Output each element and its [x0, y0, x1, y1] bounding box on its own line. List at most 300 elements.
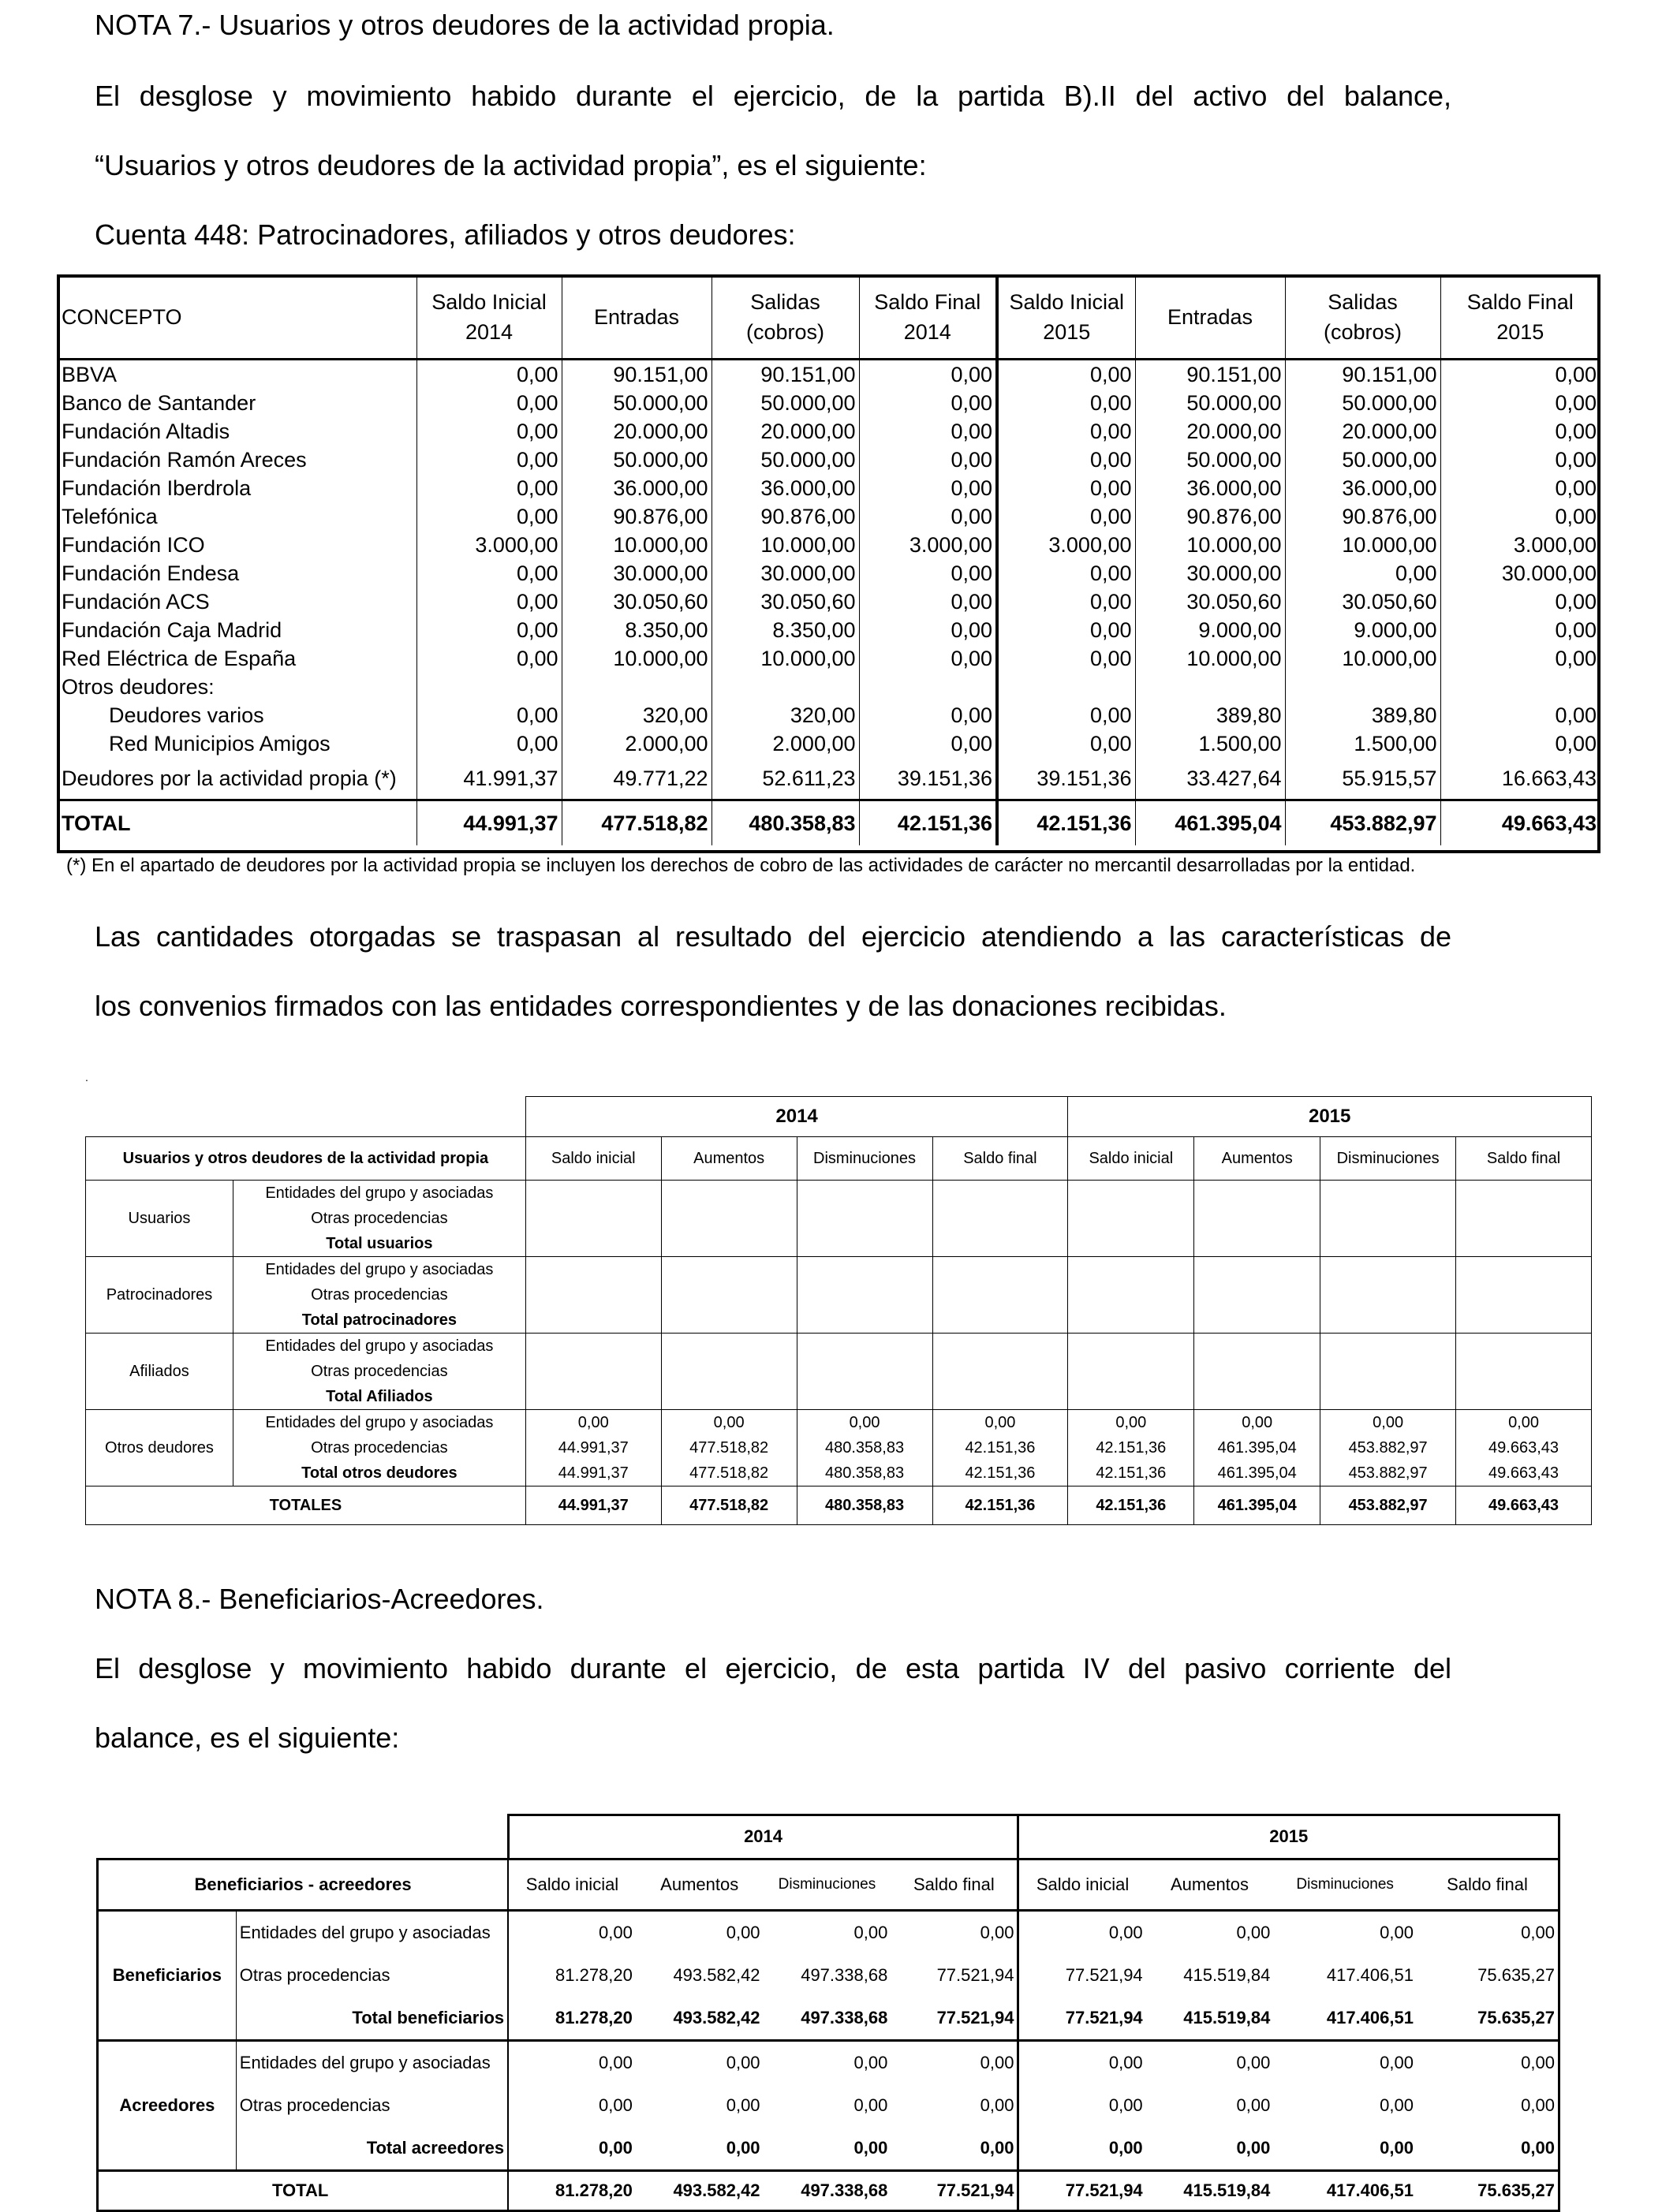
value-cell: 90.876,00: [1135, 502, 1285, 531]
header-saldo-inicial-2014: Saldo Inicial 2014: [416, 276, 562, 360]
value-cell: 0,00: [416, 474, 562, 502]
value-cell: 0,00: [1236, 2052, 1271, 2072]
value-cell: 0,00: [1440, 360, 1600, 390]
value-cell: 90.151,00: [1285, 360, 1440, 390]
empty-cell: [525, 1181, 661, 1207]
value-cell: 3.000,00: [1440, 531, 1600, 559]
header-salidas-2015: Salidas (cobros): [1285, 276, 1440, 360]
concepto-cell: Red Municipios Amigos: [109, 732, 331, 755]
table3-col: Aumentos: [1146, 1859, 1274, 1910]
table3-col: Disminuciones: [764, 1859, 891, 1910]
value-cell: 30.000,00: [1135, 559, 1285, 588]
empty-cell: [797, 1307, 932, 1334]
empty-cell: [1068, 1181, 1194, 1207]
empty-cell: [661, 1257, 797, 1283]
value-cell: 0,00: [1440, 729, 1600, 758]
value-cell: 50.000,00: [1285, 446, 1440, 474]
empty-cell: [1320, 1206, 1456, 1231]
value-cell: 50.000,00: [712, 389, 859, 417]
value-cell: 49.663,43: [1456, 1460, 1592, 1486]
table-row: [86, 1435, 1592, 1460]
value-cell: 90.151,00: [562, 360, 712, 390]
table3-col: Saldo final: [1417, 1859, 1559, 1910]
value-cell: 480.358,83: [797, 1435, 932, 1460]
value-cell: 50.000,00: [1135, 446, 1285, 474]
value-cell: 0,00: [726, 2052, 760, 2072]
value-cell: 9.000,00: [1135, 616, 1285, 644]
table-row: [86, 1486, 1592, 1525]
value-cell: 81.278,20: [508, 1997, 636, 2041]
value-cell: 1.500,00: [1285, 729, 1440, 758]
empty-cell: [997, 673, 1135, 701]
table-row: [86, 1334, 1592, 1360]
value-cell: 8.350,00: [712, 616, 859, 644]
group-total-label: Total Afiliados: [233, 1384, 525, 1410]
value-cell: 0,00: [416, 701, 562, 729]
table-row: [86, 1359, 1592, 1384]
table-row: [58, 701, 1600, 729]
value-cell: 0,00: [997, 417, 1135, 446]
value-cell: 30.000,00: [1440, 559, 1600, 588]
value-cell: 453.882,97: [1320, 1435, 1456, 1460]
empty-cell: [525, 1231, 661, 1257]
group-name: Patrocinadores: [86, 1257, 233, 1334]
cuenta-448-table: [58, 276, 1600, 845]
value-cell: 42.151,36: [859, 800, 997, 846]
empty-cell: [797, 1334, 932, 1360]
sub-label: Entidades del grupo y asociadas: [233, 1181, 525, 1207]
value-cell: 49.663,43: [1456, 1435, 1592, 1460]
table2-col: Saldo inicial: [1068, 1137, 1194, 1181]
value-cell: 49.663,43: [1440, 800, 1600, 846]
value-cell: 477.518,82: [562, 800, 712, 846]
table-row: [58, 446, 1600, 474]
empty-cell: [932, 1359, 1068, 1384]
empty-cell: [661, 1307, 797, 1334]
value-cell: 30.050,60: [1135, 588, 1285, 616]
value-cell: 30.000,00: [712, 559, 859, 588]
value-cell: 0,00: [997, 446, 1135, 474]
empty-cell: [932, 1334, 1068, 1360]
value-cell: 75.635,27: [1417, 1997, 1559, 2041]
value-cell: 0,00: [1440, 644, 1600, 673]
value-cell: 20.000,00: [712, 417, 859, 446]
value-cell: 0,00: [416, 616, 562, 644]
sub-label: Otras procedencias: [233, 1282, 525, 1307]
value-cell: 0,00: [891, 2127, 1018, 2171]
empty-cell: [1194, 1359, 1320, 1384]
value-cell: 77.521,94: [1018, 2170, 1146, 2210]
value-cell: 77.521,94: [891, 1997, 1018, 2041]
value-cell: 2.000,00: [562, 729, 712, 758]
value-cell: 0,00: [416, 729, 562, 758]
value-cell: 44.991,37: [416, 800, 562, 846]
value-cell: 10.000,00: [1285, 644, 1440, 673]
empty-cell: [932, 1257, 1068, 1283]
table-row: [58, 559, 1600, 588]
header-salidas-2014: Salidas (cobros): [712, 276, 859, 360]
table-row: [58, 360, 1600, 390]
value-cell: 0,00: [416, 389, 562, 417]
empty-cell: [1456, 1334, 1592, 1360]
value-cell: 0,00: [1440, 701, 1600, 729]
value-cell: 30.050,60: [712, 588, 859, 616]
table3-year-2014: 2014: [508, 1815, 1018, 1859]
sub-label: Entidades del grupo y asociadas: [233, 1410, 525, 1436]
value-cell: 480.358,83: [797, 1460, 932, 1486]
value-cell: 10.000,00: [562, 644, 712, 673]
nota7-paragraph-line1: El desglose y movimiento habido durante el ejercicio, de la partida B).II del activo del balance,: [95, 80, 1451, 112]
empty-cell: [1194, 1307, 1320, 1334]
value-cell: 10.000,00: [1285, 531, 1440, 559]
value-cell: 52.611,23: [712, 758, 859, 800]
empty-cell: [1068, 1206, 1194, 1231]
sub-label: Entidades del grupo y asociadas: [233, 1257, 525, 1283]
value-cell: 0,00: [1417, 1910, 1559, 1954]
value-cell: 480.358,83: [712, 800, 859, 846]
concepto-cell: BBVA: [62, 363, 118, 386]
value-cell: 477.518,82: [661, 1435, 797, 1460]
value-cell: 477.518,82: [661, 1460, 797, 1486]
value-cell: 0,00: [726, 2094, 760, 2115]
empty-cell: [797, 1282, 932, 1307]
value-cell: 0,00: [416, 502, 562, 531]
value-cell: 20.000,00: [562, 417, 712, 446]
value-cell: 3.000,00: [997, 531, 1135, 559]
group-total-label: Total acreedores: [236, 2127, 508, 2171]
sub-label: Otras procedencias: [233, 1435, 525, 1460]
empty-cell: [1456, 1257, 1592, 1283]
concepto-cell: Fundación Iberdrola: [62, 476, 252, 500]
table2-year-2015: 2015: [1068, 1097, 1592, 1137]
empty-cell: [1320, 1257, 1456, 1283]
value-cell: 42.151,36: [932, 1486, 1068, 1525]
empty-cell: [1320, 1359, 1456, 1384]
value-cell: 81.278,20: [508, 2170, 636, 2210]
value-cell: 0,00: [636, 2127, 764, 2171]
value-cell: 20.000,00: [1285, 417, 1440, 446]
table2-header-row: [86, 1137, 1592, 1181]
value-cell: 90.876,00: [1285, 502, 1440, 531]
empty-cell: [661, 1282, 797, 1307]
value-cell: 77.521,94: [891, 2170, 1018, 2210]
value-cell: 36.000,00: [1135, 474, 1285, 502]
value-cell: 0,00: [891, 1910, 1018, 1954]
value-cell: 42.151,36: [1068, 1460, 1194, 1486]
concepto-cell: Red Eléctrica de España: [62, 647, 297, 670]
value-cell: 0,00: [1194, 1410, 1320, 1436]
value-cell: 497.338,68: [764, 2170, 891, 2210]
value-cell: 0,00: [525, 1410, 661, 1436]
value-cell: 44.991,37: [525, 1435, 661, 1460]
empty-cell: [1456, 1307, 1592, 1334]
value-cell: 0,00: [1417, 2127, 1559, 2171]
value-cell: 0,00: [1018, 2127, 1146, 2171]
value-cell: 0,00: [853, 2094, 888, 2115]
value-cell: 0,00: [859, 502, 997, 531]
empty-cell: [525, 1206, 661, 1231]
value-cell: 415.519,84: [1146, 1997, 1274, 2041]
value-cell: 30.050,60: [1285, 588, 1440, 616]
empty-cell: [1194, 1334, 1320, 1360]
value-cell: 16.663,43: [1440, 758, 1600, 800]
table2-year-row: [86, 1097, 1592, 1137]
empty-cell: [562, 673, 712, 701]
value-cell: 0,00: [1440, 474, 1600, 502]
value-cell: 0,00: [416, 588, 562, 616]
value-cell: 0,00: [1320, 1410, 1456, 1436]
value-cell: 0,00: [997, 502, 1135, 531]
table3-col: Saldo final: [891, 1859, 1018, 1910]
value-cell: 0,00: [1108, 2094, 1143, 2115]
empty-cell: [525, 1257, 661, 1283]
mid-paragraph-line1: Las cantidades otorgadas se traspasan al resultado del ejercicio atendiendo a las características de: [95, 920, 1451, 953]
value-cell: 0,00: [997, 474, 1135, 502]
sub-label: Otras procedencias: [236, 1954, 508, 1997]
value-cell: 50.000,00: [712, 446, 859, 474]
value-cell: 415.519,84: [1183, 1964, 1271, 1985]
empty-cell: [661, 1181, 797, 1207]
value-cell: 389,80: [1135, 701, 1285, 729]
table-row: [58, 673, 1600, 701]
value-cell: 30.050,60: [562, 588, 712, 616]
empty-cell: [1440, 673, 1600, 701]
empty-cell: [1068, 1384, 1194, 1410]
value-cell: 75.635,27: [1417, 1954, 1559, 1997]
empty-cell: [797, 1359, 932, 1384]
empty-cell: [661, 1359, 797, 1384]
sub-label: Otras procedencias: [233, 1206, 525, 1231]
totales-label: TOTALES: [86, 1486, 526, 1525]
empty-cell: [932, 1307, 1068, 1334]
value-cell: 0,00: [416, 644, 562, 673]
value-cell: 90.151,00: [712, 360, 859, 390]
header-saldo-final-2015: Saldo Final 2015: [1440, 276, 1600, 360]
table2-title: Usuarios y otros deudores de la actividad propia: [86, 1137, 526, 1181]
value-cell: 0,00: [416, 446, 562, 474]
value-cell: 0,00: [891, 2040, 1018, 2084]
value-cell: 0,00: [997, 389, 1135, 417]
table-row: [98, 2084, 1559, 2127]
value-cell: 0,00: [1440, 588, 1600, 616]
value-cell: 44.991,37: [525, 1486, 661, 1525]
concepto-cell: Fundación ICO: [62, 533, 205, 557]
value-cell: 320,00: [712, 701, 859, 729]
value-cell: 0,00: [1068, 1410, 1194, 1436]
group-name: Beneficiarios: [98, 1910, 237, 2040]
value-cell: 3.000,00: [416, 531, 562, 559]
value-cell: 42.151,36: [932, 1460, 1068, 1486]
table3-header-row: [98, 1859, 1559, 1910]
empty-cell: [797, 1384, 932, 1410]
empty-cell: [712, 673, 859, 701]
empty-cell: [932, 1206, 1068, 1231]
concepto-cell: Telefónica: [62, 505, 158, 528]
table-row: [86, 1282, 1592, 1307]
table-row: [86, 1181, 1592, 1207]
header-entradas-2015: Entradas: [1135, 276, 1285, 360]
empty-cell: [416, 673, 562, 701]
empty-cell: [1194, 1206, 1320, 1231]
concepto-cell: Banco de Santander: [62, 391, 256, 415]
table-row: [58, 729, 1600, 758]
nota8-paragraph-line2: balance, es el siguiente:: [95, 1721, 400, 1754]
empty-cell: [1456, 1384, 1592, 1410]
empty-cell: [1194, 1231, 1320, 1257]
empty-cell: [1194, 1257, 1320, 1283]
value-cell: 0,00: [1273, 2127, 1417, 2171]
table3-year-row: [98, 1815, 1559, 1859]
empty-cell: [932, 1181, 1068, 1207]
header-concepto: CONCEPTO: [58, 276, 416, 360]
table-row: [58, 588, 1600, 616]
table-row: [58, 417, 1600, 446]
nota8-title: NOTA 8.- Beneficiarios-Acreedores.: [95, 1583, 544, 1615]
empty-cell: [1456, 1282, 1592, 1307]
empty-cell: [1456, 1206, 1592, 1231]
value-cell: 0,00: [853, 2052, 888, 2072]
value-cell: 39.151,36: [997, 758, 1135, 800]
value-cell: 77.521,94: [1018, 1997, 1146, 2041]
value-cell: 497.338,68: [764, 1997, 891, 2041]
group-total-label: Total beneficiarios: [236, 1997, 508, 2041]
nota8-paragraph-line1: El desglose y movimiento habido durante el ejercicio, de esta partida IV del pasivo corriente del: [95, 1652, 1451, 1684]
empty-cell: [1194, 1282, 1320, 1307]
value-cell: 0,00: [599, 2094, 633, 2115]
empty-cell: [1285, 673, 1440, 701]
value-cell: 0,00: [859, 701, 997, 729]
table2-col: Saldo final: [1456, 1137, 1592, 1181]
value-cell: 0,00: [859, 588, 997, 616]
value-cell: 461.395,04: [1194, 1435, 1320, 1460]
value-cell: 0,00: [997, 701, 1135, 729]
value-cell: 480.358,83: [797, 1486, 932, 1525]
value-cell: 36.000,00: [562, 474, 712, 502]
table-row: [98, 1910, 1559, 1954]
value-cell: 41.991,37: [416, 758, 562, 800]
empty-cell: [1320, 1334, 1456, 1360]
table2-col: Saldo inicial: [525, 1137, 661, 1181]
total-label: TOTAL: [98, 2170, 509, 2210]
value-cell: 90.876,00: [712, 502, 859, 531]
value-cell: 50.000,00: [1285, 389, 1440, 417]
table3-col: Saldo inicial: [1018, 1859, 1146, 1910]
empty-cell: [1068, 1231, 1194, 1257]
table1-header-row: [58, 276, 1600, 360]
value-cell: 415.519,84: [1146, 2170, 1274, 2210]
value-cell: 0,00: [764, 2127, 891, 2171]
empty-cell: [1456, 1231, 1592, 1257]
table-row: [58, 758, 1600, 800]
empty-cell: [661, 1206, 797, 1231]
value-cell: 75.635,27: [1417, 2170, 1559, 2210]
value-cell: 30.000,00: [562, 559, 712, 588]
value-cell: 0,00: [661, 1410, 797, 1436]
table-row: [86, 1257, 1592, 1283]
value-cell: 0,00: [1146, 2127, 1274, 2171]
value-cell: 44.991,37: [525, 1460, 661, 1486]
value-cell: 453.882,97: [1320, 1486, 1456, 1525]
value-cell: 0,00: [599, 2052, 633, 2072]
value-cell: 477.518,82: [661, 1486, 797, 1525]
table-row: [86, 1307, 1592, 1334]
value-cell: 0,00: [859, 559, 997, 588]
value-cell: 0,00: [997, 360, 1135, 390]
concepto-cell: Fundación Ramón Areces: [62, 448, 307, 472]
value-cell: 417.406,51: [1273, 1997, 1417, 2041]
value-cell: 0,00: [853, 1922, 888, 1942]
empty-cell: [661, 1231, 797, 1257]
nota7-title: NOTA 7.- Usuarios y otros deudores de la actividad propia.: [95, 9, 835, 41]
header-saldo-final-2014: Saldo Final 2014: [859, 276, 997, 360]
empty-cell: [525, 1359, 661, 1384]
value-cell: 1.500,00: [1135, 729, 1285, 758]
otros-deudores-label: Otros deudores:: [62, 675, 215, 699]
value-cell: 10.000,00: [712, 531, 859, 559]
table3-col: Disminuciones: [1273, 1859, 1417, 1910]
value-cell: 417.406,51: [1326, 1964, 1414, 1985]
value-cell: 0,00: [599, 1922, 633, 1942]
table-row: [58, 474, 1600, 502]
concepto-cell: TOTAL: [58, 800, 416, 846]
table-row: [58, 531, 1600, 559]
empty-cell: [1320, 1384, 1456, 1410]
table-row: [58, 800, 1600, 846]
value-cell: 42.151,36: [1068, 1486, 1194, 1525]
value-cell: 0,00: [416, 360, 562, 390]
beneficiarios-acreedores-table: [96, 1814, 1560, 2212]
value-cell: 0,00: [1380, 2052, 1414, 2072]
value-cell: 0,00: [932, 1410, 1068, 1436]
table-row: [58, 616, 1600, 644]
value-cell: 0,00: [997, 616, 1135, 644]
value-cell: 0,00: [508, 2127, 636, 2171]
value-cell: 0,00: [859, 644, 997, 673]
empty-cell: [1068, 1282, 1194, 1307]
concepto-cell: Deudores varios: [109, 703, 264, 727]
header-entradas-2014: Entradas: [562, 276, 712, 360]
value-cell: 77.521,94: [891, 1954, 1018, 1997]
table-row: [58, 502, 1600, 531]
group-total-label: Total usuarios: [233, 1231, 525, 1257]
value-cell: 453.882,97: [1285, 800, 1440, 846]
value-cell: 2.000,00: [712, 729, 859, 758]
concepto-cell: Deudores por la actividad propia (*): [62, 767, 397, 790]
table-row: [98, 1997, 1559, 2041]
value-cell: 493.582,42: [636, 1997, 764, 2041]
table3-year-2015: 2015: [1018, 1815, 1559, 1859]
value-cell: 42.151,36: [1068, 1435, 1194, 1460]
value-cell: 0,00: [1440, 502, 1600, 531]
empty-cell: [1068, 1257, 1194, 1283]
value-cell: 0,00: [859, 446, 997, 474]
value-cell: 453.882,97: [1320, 1460, 1456, 1486]
value-cell: 0,00: [1417, 2040, 1559, 2084]
value-cell: 36.000,00: [1285, 474, 1440, 502]
table-row: [86, 1231, 1592, 1257]
value-cell: 0,00: [1380, 1922, 1414, 1942]
group-name: Acreedores: [98, 2040, 237, 2170]
value-cell: 0,00: [997, 559, 1135, 588]
value-cell: 0,00: [1380, 2094, 1414, 2115]
value-cell: 0,00: [1417, 2084, 1559, 2127]
table3-col: Saldo inicial: [508, 1859, 636, 1910]
value-cell: 10.000,00: [1135, 531, 1285, 559]
table-row: [86, 1410, 1592, 1436]
table3-title: Beneficiarios - acreedores: [98, 1859, 509, 1910]
value-cell: 0,00: [726, 1922, 760, 1942]
group-name: Usuarios: [86, 1181, 233, 1257]
